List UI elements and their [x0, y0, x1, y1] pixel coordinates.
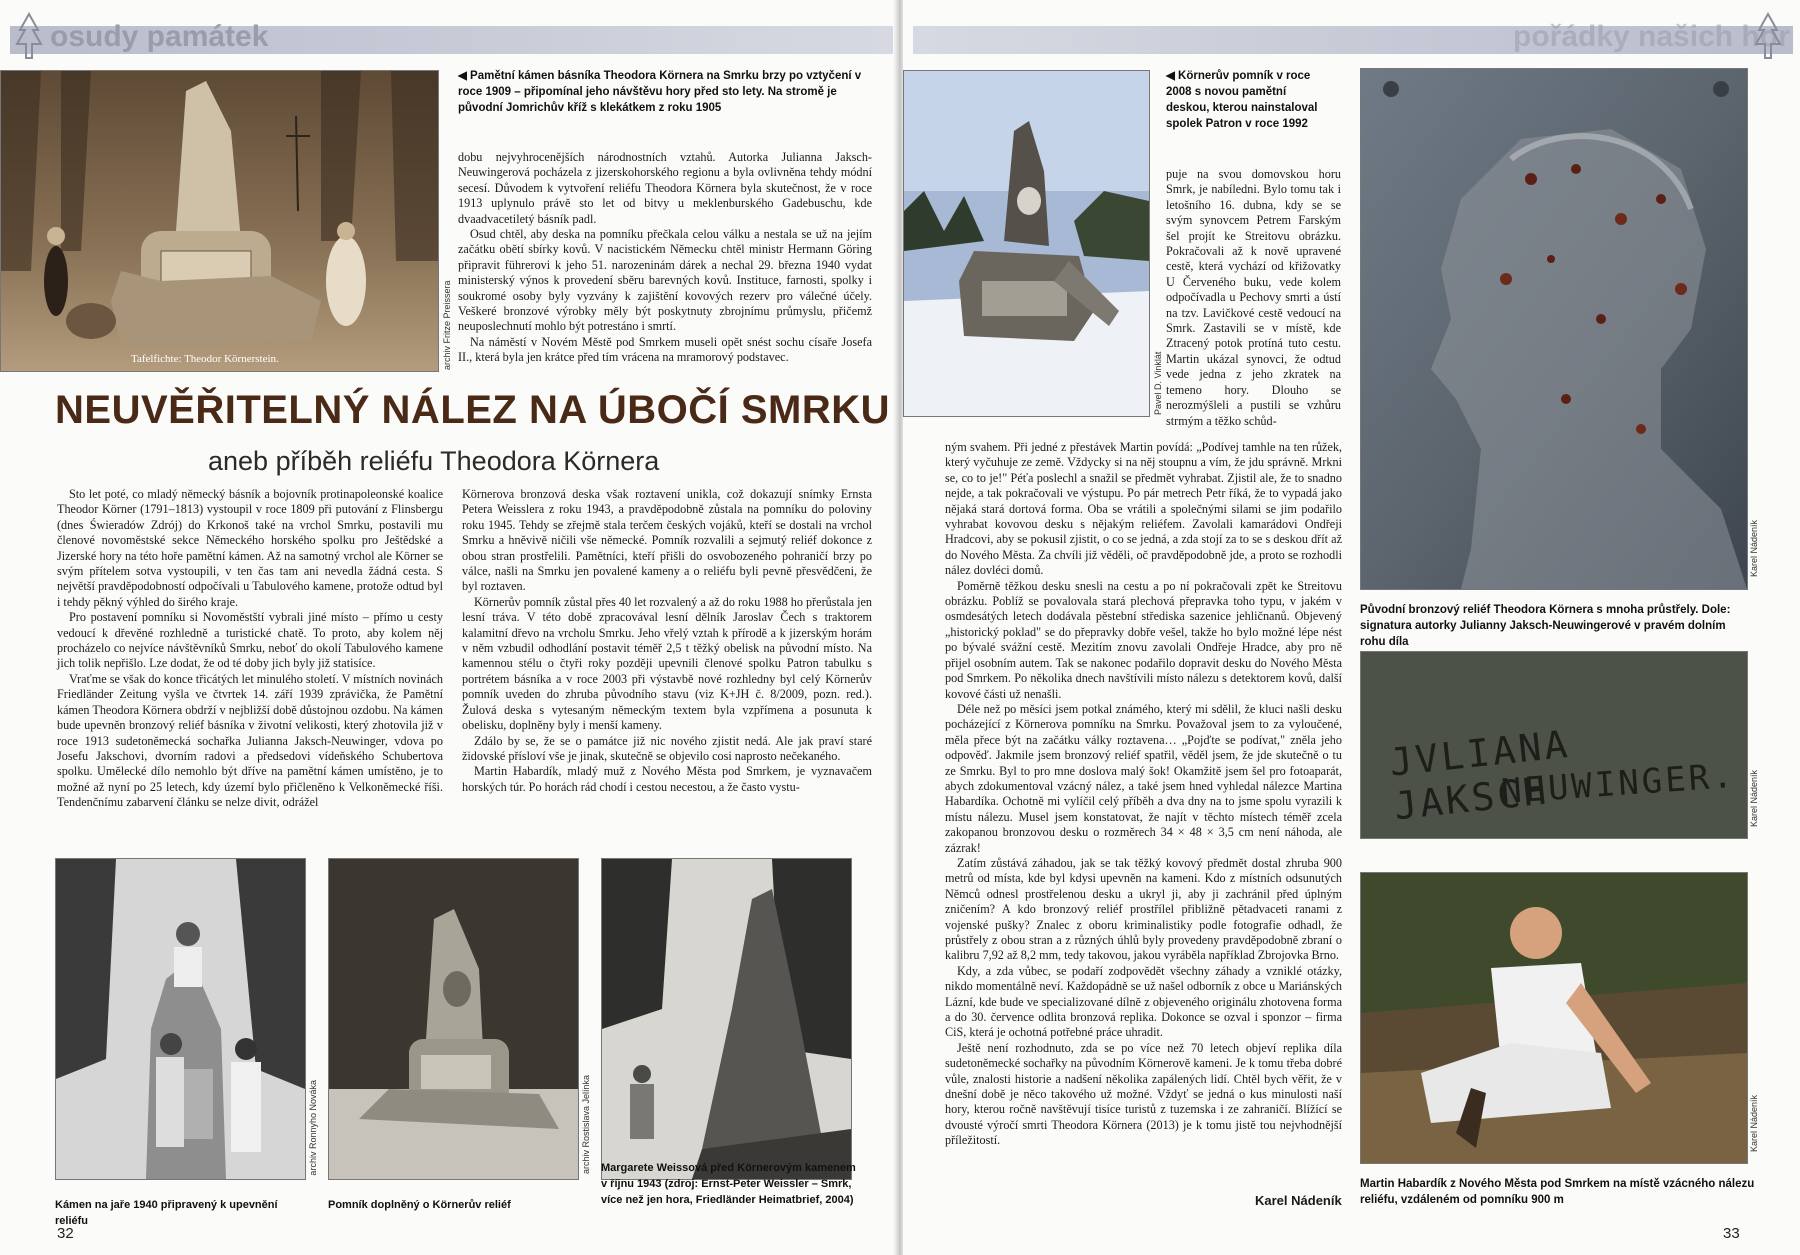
- paragraph: Poměrně těžkou desku snesli na cestu a po ní pokračovali zpět ke Streitovu obrázku. Poblíž se povalovala stará plechová přepravka toho typu, v jakém v osmdesátých letech dodávala pěstební střediska sazenice jehličnanů. Objevený „historický poklad" se do přepravky dobře vešel, takže ho bylo možné lépe nést po bývalé svážní cestě. Mezitím znovu zavolali Ondřeje Hradce, aby pro ně přijel osobním autem. Tak se nakonec podařilo dopravit desku do Nového Města pod Smrkem. Po několika dnech navštívili místo nálezu s detektorem kovů, další kovové části už nenašli.: [945, 578, 1342, 701]
- paragraph: Ještě není rozhodnuto, zda se po více než 70 letech objeví replika díla sudetoněmecké sochařky na původním Körnerově kameni. Je k tomu třeba dobré vůle, znalosti historie a nadšení několika zapálených lidí. Chtěl bych věřit, že v dnešní době je něco takového už možné. Vždyť se jedná o kus minulosti naší hory, kterou ročně navštěvují tisíce turistů z tuzemska i ze zahraničí. Blížící se dvousté výročí smrti Theodora Körnera (2013) je k tomu jistě tou nejvhodnější příležitostí.: [945, 1040, 1342, 1148]
- photo-caption: Pomník doplněný o Körnerův reliéf: [328, 1199, 511, 1211]
- photo-caption: Kámen na jaře 1940 připravený k upevnění reliéfu: [55, 1199, 278, 1227]
- paragraph: puje na svou domovskou horu Smrk, je nabíledni. Bylo tomu tak i letošního 16. dubna, kdy se se svým synovcem Petrem Farským šel projít ke Streitovu obrázku. Pokračovali až k nově upravené cestě, která vychází od křižovatky U Červeného buku, vede kolem odpočívadla u Pechovy smrti a ústí na tzv. Lavičkové cestě vedoucí na Smrk. Zastavili se v místě, kde Ztracený potok protíná tuto cestu. Martin ukázal synovci, že odtud vede jedna z jeho zkratek na temeno hory. Dlouho se nerozmýšleli a pustili se vzhůru strmým a těžko schůd-: [1166, 167, 1341, 428]
- margarete-weiss-image: [602, 859, 851, 1179]
- stone-1940-image: [56, 859, 305, 1179]
- paragraph: Martin Habardík, mladý muž z Nového Města pod Smrkem, je vyznavačem horských túr. Po horách rád chodí i cestou necestou, a že často vystu-: [462, 764, 872, 794]
- finder-photo: [1360, 872, 1748, 1164]
- photo-credit: Karel Nádeník: [1749, 520, 1759, 578]
- paragraph: Na náměstí v Novém Městě pod Smrkem museli opět snést sochu císaře Josefa II., která byla jen krátce před tím vrácena na mramorový podstavec.: [458, 334, 872, 365]
- photo-credit: Karel Nádeník: [1749, 1095, 1759, 1153]
- photo-credit: Karel Nádeník: [1749, 770, 1759, 828]
- photo-credit: Pavel D. Vinklát: [1153, 351, 1163, 415]
- paragraph: Kdy, a zda vůbec, se podaří zodpovědět všechny záhady a vzniklé otázky, nikdo momentálně neví. Každopádně se už našel odborník z obce u Mariánských Lázní, kde bude ve specializované dílně z objeveného originálu zhotovena forma a do 30. července odlita bronzová replika. Dokonce se ozval i sponzor – firma CiS, která je ochotná potřebné práce uhradit.: [945, 963, 1342, 1040]
- photo-inscription: Tafelfichte: Theodor Körnerstein.: [131, 353, 279, 365]
- tree-logo-icon: [1751, 12, 1785, 60]
- monument-1909-image: [1, 71, 438, 371]
- signature-line-1: JVLIANA JAKSCH: [1387, 721, 1573, 829]
- monument-2008-photo: [903, 70, 1150, 417]
- relief-caption: Původní bronzový reliéf Theodora Körnera s mnoha průstřely. Dole: signatura autorky Julianny Jaksch-Neuwingerové v pravém dolním rohu díla: [1360, 604, 1731, 648]
- top-photo-caption: ◀ Pamětní kámen básníka Theodora Körnera na Smrku brzy po vztyčení v roce 1909 – připomínal jeho návštěvu hory před sto lety. Na stromě je původní Jomrichův kříž s klekátkem z roku 1905: [458, 70, 862, 114]
- bronze-relief-image: [1361, 69, 1747, 589]
- top-photo-caption: ◀ Körnerův pomník v roce 2008 s novou pamětní deskou, kterou nainstaloval spolek Patron v roce 1992: [1166, 70, 1318, 130]
- paragraph: Zatím zůstává záhadou, jak se tak těžký kovový předmět dostal zhruba 900 metrů od místa, kde byl kdysi upevněn na kameni. Kdo z místních odsunutých Němců odnesl prostřelenou desku a ukryl ji, aby ji zachránil před úplným zničením? A kdo bronzový reliéf prostřílel přibližně pětadvaceti ranami z vojenské pušky? Znalec z oboru kriminalistiky podle fotografie odhadl, že průstřely z obou stran a z různých úhlů byly provedeny pravděpodobně zbraní o kalibru 7,92 až 8,2 mm, tedy takovou, jakou vyráběla například Zbrojovka Brno.: [945, 855, 1342, 963]
- tree-logo-icon: [12, 12, 46, 60]
- photo-caption: Margarete Weissová před Körnerovým kamenem v říjnu 1943 (zdroj: Ernst-Peter Weissler – Smrk, více než jen hora, Friedländer Heimatbrief, 2004): [601, 1162, 856, 1206]
- author-name: Karel Nádeník: [1255, 1193, 1342, 1208]
- page-number: 33: [1723, 1225, 1740, 1242]
- right-page: [903, 0, 1800, 1255]
- photo-credit: archiv Ronnyho Nováka: [308, 1080, 318, 1176]
- relief-photo: [1360, 68, 1748, 590]
- column-1: [57, 487, 443, 811]
- paragraph: Körnerův pomník zůstal přes 40 let rozvalený a až do roku 1988 ho přerůstala jen lesní tráva. V této době zpracovával lesní dělník Jaroslav Čech s traktorem kalamitní dřevo na vrcholu Smrku. Jeho vřelý vztah k přírodě a k jizerským horám v něm vzbudil odhodlání postavit téměř 2,5 t těžký obelisk na původní místo. Na kamennou stélu o čtyři roky později upevnili členové spolku Patron tabulku s portrétem básníka a v roce 2003 při výstavbě nové rozhledny byl celý Körnerův pomník uveden do zhruba původního stavu (viz K+JH č. 8/2009, pozn. red.). Žulová deska s vytesaným německým textem byla vzpřímena a posunuta k obelisku, doplněny byly i menší kameny.: [462, 594, 873, 733]
- signature-line-2: NEUWINGER.: [1499, 755, 1737, 813]
- photo-spring-1940: [55, 858, 306, 1180]
- paragraph: Vraťme se však do konce třicátých let minulého století. V místních novinách Friedländer Zeitung vyšla ve čtvrtek 14. září 1939 zprávička, že Pamětní kámen Theodora Körnera obdrží v nejbližší době důstojnou ozdobu. Na kámen bude upevněn bronzový reliéf básníka v životní velikosti, který zhotovila již v roce 1913 sudetoněmecká sochařka Julianna Jaksch-Neuwinger, vdova po Josefu Jakschovi, dvorním radovi a předsedovi vídeňského Schubertova spolku. Umělecké dílo nemohlo být dříve na pamětní kámen umístěno, je to možné až nyní po 25 letech, kdy území bylo přičleněno k Velkoněmecké říši. Tendenčnímu zabarvení článku se nelze divit, odrážel: [57, 671, 443, 810]
- column-2: [462, 487, 872, 795]
- paragraph: Osud chtěl, aby deska na pomníku přečkala celou válku a nestala se už na jejím začátku obětí sbírky kovů. V nacistickém Německu chtěl ministr Hermann Göring připravit führerovi k jeho 51. narozeninám dárek a nechal 29. března 1940 vydat ministerský výnos k provedení sběru barevných kovů. Instituce, farnosti, spolky i soukromé osoby byly vyzvány k zajištění kovových rezerv pro válečné účely. Veškeré bronzové výrobky měly být poskytnuty zbrojnímu průmyslu, přičemž neuposlechnutí mohlo být potrestáno i smrtí.: [458, 227, 872, 334]
- paragraph: ným svahem. Při jedné z přestávek Martin povídá: „Podívej tamhle na ten růžek, který vyčuhuje ze země. Vždycky si na něj stoupnu a vím, že jdu správně. Mrkni se, co to je!" Péťa poslechl a snažil se předmět vyhrabat. Zjistil ale, že to snadno nejde, a tak pokračovali ve výstupu. Po pár metrech Petr říká, že to vypadá jako nějaká stará dortová forma. Oba se vrátili a společnými silami se jim podařilo vyhrabat kovovou desku s nějakým reliéfem. Zavolali kamarádovi Ondřeji Hradcovi, aby se pokusil zjistit, o co se jedná, a zda stojí za to se s deskou dřít až do Nového Města. Za chvíli již věděli, oč pravděpodobně jde, a proto se rozhodli nález dovléci domů.: [945, 440, 1342, 578]
- narrow-column: [1166, 167, 1341, 429]
- article-subheadline: aneb příběh reliéfu Theodora Körnera: [208, 446, 660, 476]
- article-headline: NEUVĚŘITELNÝ NÁLEZ NA ÚBOČÍ SMRKU: [55, 388, 891, 432]
- photo-credit: archiv Fritze Preissera: [442, 280, 452, 370]
- historic-monument-photo: [0, 70, 439, 372]
- section-title: osudy památek: [50, 20, 269, 53]
- photo-credit: archiv Rostislava Jelínka: [581, 1075, 591, 1175]
- photo-monument-relief: [328, 858, 579, 1180]
- finder-caption: Martin Habardík z Nového Města pod Smrkem na místě vzácného nálezu reliéfu, vzdáleném od pomníku 900 m: [1360, 1178, 1755, 1206]
- paragraph: dobu nejvyhrocenějších národnostních vztahů. Autorka Julianna Jaksch-Neuwingerová pocházela z jizerskohorského regionu a byla ovlivněna tehdy módní secesí. Důvodem k vytvoření reliéfu Theodora Körnera byla skutečnost, že v roce 1913 uplynulo právě sto let od bitvy u meklenburského Gadebuschu, kde dvaadvacetiletý básník padl.: [458, 150, 872, 226]
- signature-photo: [1360, 651, 1748, 839]
- main-column: [945, 440, 1342, 1149]
- left-page: [0, 0, 897, 1255]
- paragraph: Zdálo by se, že se o památce již nic nového zjistit nedá. Ale jak praví staré židovské přísloví vše je jinak, skutečně se objevilo cosi naprosto nečekaného.: [462, 733, 872, 763]
- paragraph: Sto let poté, co mladý německý básník a bojovník protinapoleonské koalice Theodor Körner (1791–1813) vystoupil v roce 1809 při putování z Flinsbergu (dnes Świeradów Zdrój) do Krkonoš také na vrchol Smrku, postavili mu členové novoměstské sekce Německého horského spolku pro Ještědské a Jizerské hory na této hoře pamětní kámen. Až na samotný vrchol ale Körner se svým přítelem sotva vystoupili, v ten čas tam ani nevedla žádná cesta. S největší pravděpodobností odpočívali u Tabulového kamene, protože odtud byl i tehdy pěkný výhled do širého kraje.: [57, 487, 443, 609]
- monument-with-relief-image: [329, 859, 578, 1179]
- paragraph: Pro postavení pomníku si Novoměstští vybrali jiné místo – přímo u cesty vedoucí k dřevěné rozhledně a turistické chatě. To proto, aby kolem něj procházelo co nejvíce návštěvníků Smrku, neboť do okolí Tabulového kamene jich tolik nepřišlo. Lze dodat, že od té doby jich byly již statisíce.: [57, 610, 443, 671]
- paragraph: Körnerova bronzová deska však roztavení unikla, což dokazují snímky Ernsta Petera Weisslera z roku 1943, a pravděpodobně zůstala na pomníku do poloviny roku 1945. Tehdy se zřejmě stala terčem českých vojáků, kteří se dostali na vrchol Smrku a hněvivě ničili vše německé. Pomník rozvalili a sejmutý reliéf dokonce z obou stran prostřelili. Pamětníci, kteří přišli do osvobozeného pohraničí brzy po válce, našli na Smrku jen povalené kameny a o reliéfu byli pevně přesvědčeni, že byl roztaven.: [462, 487, 872, 594]
- winter-monument-image: [904, 71, 1149, 416]
- martin-habardik-image: [1361, 873, 1747, 1163]
- page-number: 32: [57, 1225, 74, 1242]
- paragraph: Déle než po měsíci jsem potkal známého, který mi sdělil, že kluci našli desku pocházející z Körnerova pomníku na Smrku. Považoval jsem to za vyloučené, měla přece být na začátku války roztavena… „Pojďte se podívat," zněla jeho odpověď. Jakmile jsem bronzový reliéf spatřil, věděl jsem, že jde skutečně o tu ze Smrku. Byl to pro mne doslova malý šok! Okamžitě jsem šel pro fotoaparát, abych zdokumentoval vzácný nález, a také jsem hned vyhledal nálezce Martina Habardíka. Ochotně mi vylíčil celý příběh a dva dny na to jsme spolu vyrazili k místu nálezu. Musel jsem konstatovat, že najít v těchto místech téměř zcela zakopanou bronzovou desku o rozměrech 34 × 48 × 3,5 cm není náhoda, ale zázrak!: [945, 701, 1342, 855]
- photo-margarete-1943: [601, 858, 852, 1180]
- section-title: pořádky našich hor: [1513, 20, 1790, 53]
- upper-right-text: [458, 150, 872, 366]
